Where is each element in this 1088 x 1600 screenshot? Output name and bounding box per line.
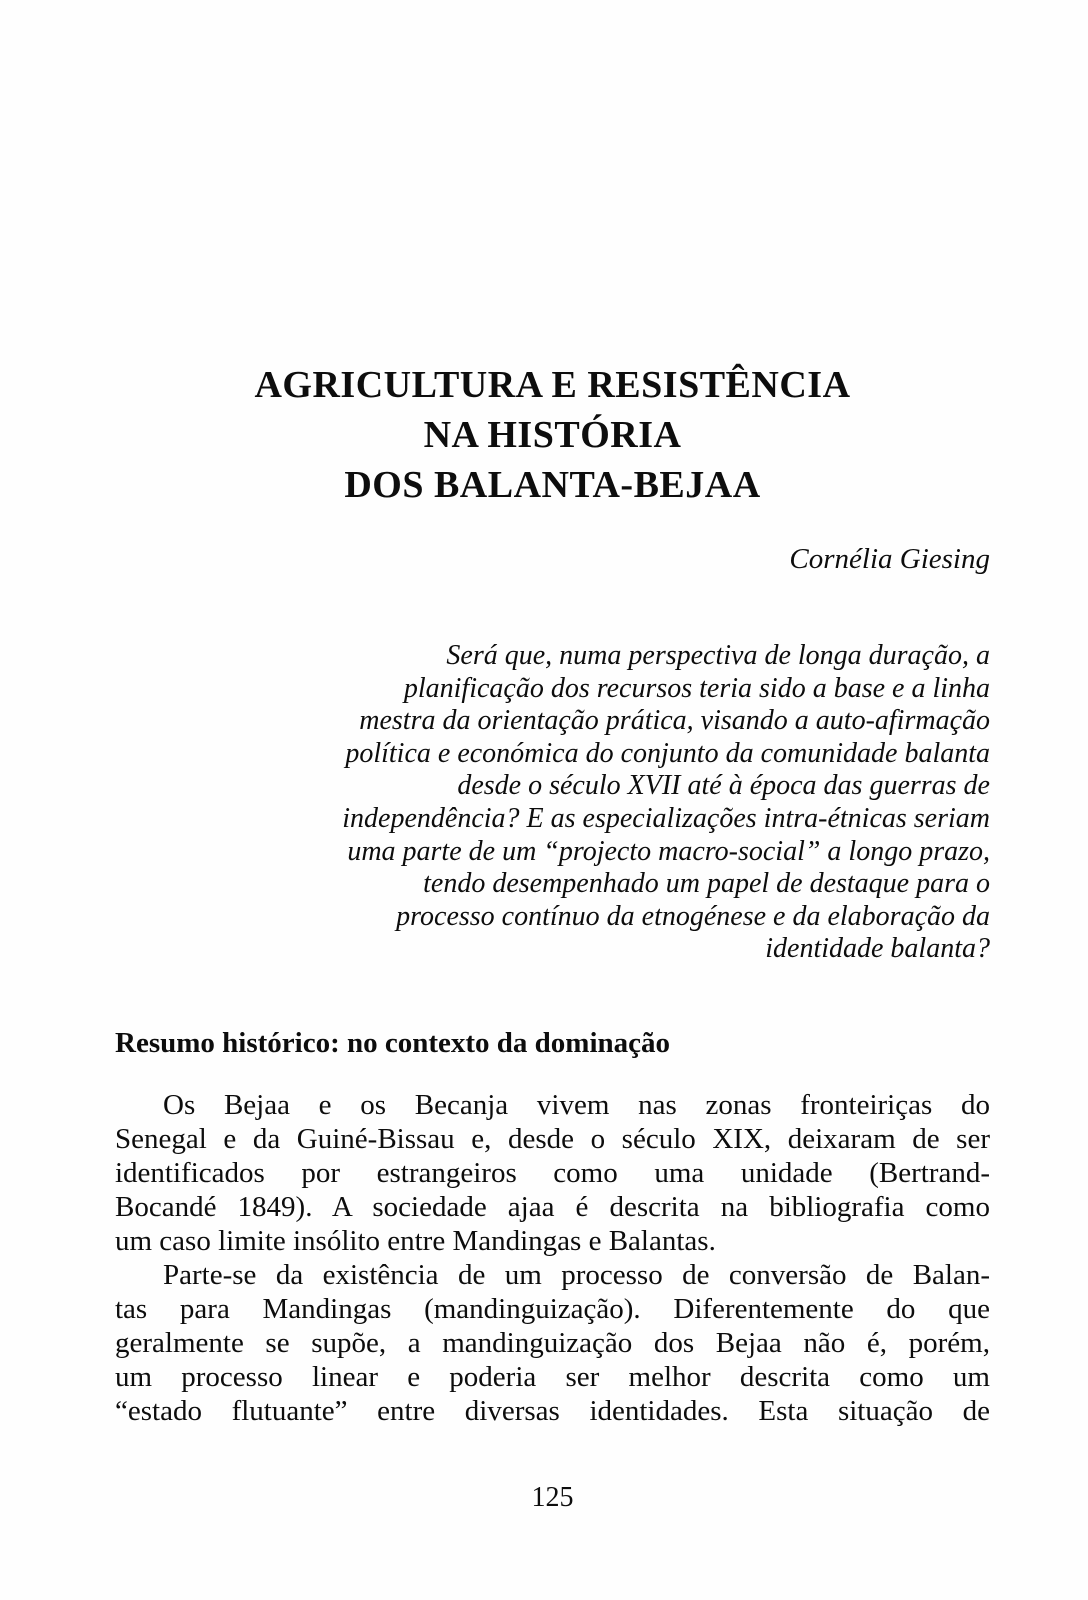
- epigraph-line: identidade balanta?: [765, 933, 990, 965]
- title-line-1: AGRICULTURA E RESISTÊNCIA: [254, 364, 851, 406]
- page-number: 125: [531, 1482, 574, 1513]
- body-line: Parte-se da existência de um processo de conversão de Balan-: [163, 1259, 990, 1291]
- epigraph: [115, 640, 990, 966]
- epigraph-line: uma parte de um “projecto macro-social” a longo prazo,: [347, 835, 990, 867]
- paragraph-1: [115, 1088, 990, 1258]
- body-line: tas para Mandingas (mandinguização). Diferentemente do que: [115, 1293, 990, 1325]
- body-line: identificados por estrangeiros como uma unidade (Bertrand-: [115, 1157, 990, 1189]
- section-heading: Resumo histórico: no contexto da dominação: [115, 1027, 671, 1059]
- body-line: um caso limite insólito entre Mandingas e Balantas.: [115, 1225, 716, 1257]
- title-line-3: DOS BALANTA-BEJAA: [344, 464, 761, 506]
- body-text: [115, 1088, 990, 1428]
- body-line: “estado flutuante” entre diversas identidades. Esta situação de: [115, 1395, 990, 1427]
- body-line: Senegal e da Guiné-Bissau e, desde o século XIX, deixaram de ser: [115, 1123, 990, 1155]
- title-line-2: NA HISTÓRIA: [423, 414, 682, 456]
- epigraph-line: planificação dos recursos teria sido a base e a linha: [403, 672, 990, 704]
- epigraph-line: tendo desempenhado um papel de destaque para o: [423, 868, 990, 900]
- epigraph-line: independência? E as especializações intra-étnicas seriam: [342, 802, 990, 834]
- body-line: um processo linear e poderia ser melhor descrita como um: [115, 1361, 990, 1393]
- body-line: Os Bejaa e os Becanja vivem nas zonas fronteiriças do: [163, 1089, 990, 1121]
- epigraph-line: política e económica do conjunto da comunidade balanta: [345, 737, 990, 769]
- article-title: [115, 360, 990, 510]
- body-line: geralmente se supõe, a mandinguização dos Bejaa não é, porém,: [115, 1327, 990, 1359]
- epigraph-line: processo contínuo da etnogénese e da elaboração da: [396, 900, 990, 932]
- epigraph-line: mestra da orientação prática, visando a auto-afirmação: [359, 705, 990, 737]
- author-name: Cornélia Giesing: [789, 543, 990, 575]
- epigraph-line: desde o século XVII até à época das guerras de: [457, 770, 990, 802]
- paragraph-2: [115, 1258, 990, 1428]
- body-line: Bocandé 1849). A sociedade ajaa é descrita na bibliografia como: [115, 1191, 990, 1223]
- epigraph-line: Será que, numa perspectiva de longa duração, a: [446, 640, 990, 671]
